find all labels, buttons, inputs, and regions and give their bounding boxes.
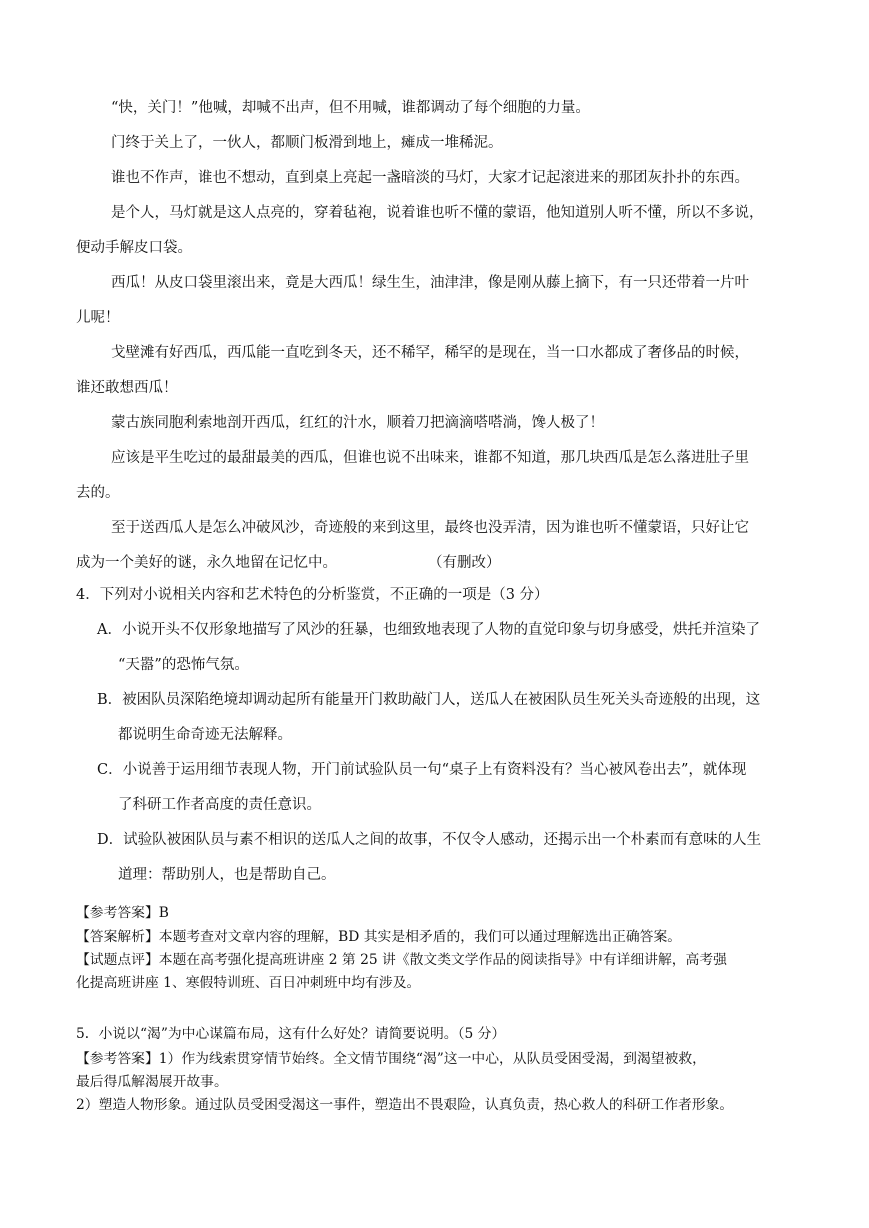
story-paragraph-line: 谁还敢想西瓜！ <box>76 380 178 396</box>
question-5-answer-line: 最后得瓜解渴展开故事。 <box>76 1074 228 1090</box>
story-paragraph-line: 至于送西瓜人是怎么冲破风沙，奇迹般的来到这里，最终也没弄清，因为谁也听不懂蒙语，只好让它 <box>111 520 749 536</box>
question-4-option-line: 道理：帮助别人，也是帮助自己。 <box>118 867 336 883</box>
story-paragraph-line: 西瓜！从皮口袋里滚出来，竟是大西瓜！绿生生，油津津，像是刚从藤上摘下，有一只还带着一片叶 <box>111 275 749 291</box>
question-5-answer-line: 【参考答案】1）作为线索贯穿情节始终。全文情节围绕“渴”这一中心，从队员受困受渴，到渴望被救， <box>76 1051 706 1067</box>
story-paragraph-line: 谁也不作声，谁也不想动，直到桌上亮起一盏暗淡的马灯，大家才记起滚进来的那团灰扑扑的东西。 <box>111 170 749 186</box>
story-paragraph-line: 儿呢！ <box>76 310 120 326</box>
question-4-option-line: 了科研工作者高度的责任意识。 <box>118 797 321 813</box>
question-5-stem: 5．小说以“渴”为中心谋篇布局，这有什么好处？请简要说明。（5 分） <box>76 1026 506 1042</box>
question-4-option-line: B．被困队员深陷绝境却调动起所有能量开门救助敲门人，送瓜人在被困队员生死关头奇迹般的出现，这 <box>97 692 761 708</box>
story-paragraph-line: 是个人，马灯就是这人点亮的，穿着毡袍，说着谁也听不懂的蒙语，他知道别人听不懂，所以不多说， <box>111 205 764 221</box>
question-4-option-line: 都说明生命奇迹无法解释。 <box>118 727 292 743</box>
question-4-stem: 4．下列对小说相关内容和艺术特色的分析鉴赏，不正确的一项是（3 分） <box>76 587 549 603</box>
question-4-review-line: 化提高班讲座 1、寒假特训班、百日冲刺班中均有涉及。 <box>76 975 421 991</box>
story-paragraph-line: “快，关门！”他喊，却喊不出声，但不用喊，谁都调动了每个细胞的力量。 <box>111 100 590 116</box>
edit-note: （有删改） <box>428 555 501 571</box>
question-4-option-line: D．试验队被困队员与素不相识的送瓜人之间的故事，不仅令人感动，还揭示出一个朴素而有意味的人生 <box>97 832 762 848</box>
question-4-review-line: 【试题点评】本题在高考强化提高班讲座 2 第 25 讲《散文类文学作品的阅读指导》中有详细讲解，高考强 <box>76 952 727 968</box>
question-4-answer: 【参考答案】B <box>76 905 169 921</box>
question-5-answer-line: 2）塑造人物形象。通过队员受困受渴这一事件，塑造出不畏艰险，认真负责，热心救人的科研工作者形象。 <box>76 1097 734 1113</box>
question-4-analysis: 【答案解析】本题考查对文章内容的理解，BD 其实是相矛盾的，我们可以通过理解选出正确答案。 <box>76 929 682 945</box>
question-4-option-line: C．小说善于运用细节表现人物，开门前试验队员一句“桌子上有资料没有？当心被风卷出去”，就体现 <box>97 762 747 778</box>
story-paragraph-line: 去的。 <box>76 485 120 501</box>
story-paragraph-line: 应该是平生吃过的最甜最美的西瓜，但谁也说不出味来，谁都不知道，那几块西瓜是怎么落进肚子里 <box>111 450 749 466</box>
question-4-option-line: “天嚣”的恐怖气氛。 <box>118 657 249 673</box>
story-paragraph-line: 戈壁滩有好西瓜，西瓜能一直吃到冬天，还不稀罕，稀罕的是现在，当一口水都成了奢侈品的时候， <box>111 345 749 361</box>
story-paragraph-line: 门终于关上了，一伙人，都顺门板滑到地上，瘫成一堆稀泥。 <box>111 135 503 151</box>
question-4-option-line: A．小说开头不仅形象地描写了风沙的狂暴，也细致地表现了人物的直觉印象与切身感受，烘托并渲染了 <box>97 622 760 638</box>
story-paragraph-line: 成为一个美好的谜，永久地留在记忆中。 <box>76 555 337 571</box>
story-paragraph-line: 便动手解皮口袋。 <box>76 240 192 256</box>
story-paragraph-line: 蒙古族同胞利索地剖开西瓜，红红的汁水，顺着刀把滴滴嗒嗒淌，馋人极了！ <box>111 415 604 431</box>
